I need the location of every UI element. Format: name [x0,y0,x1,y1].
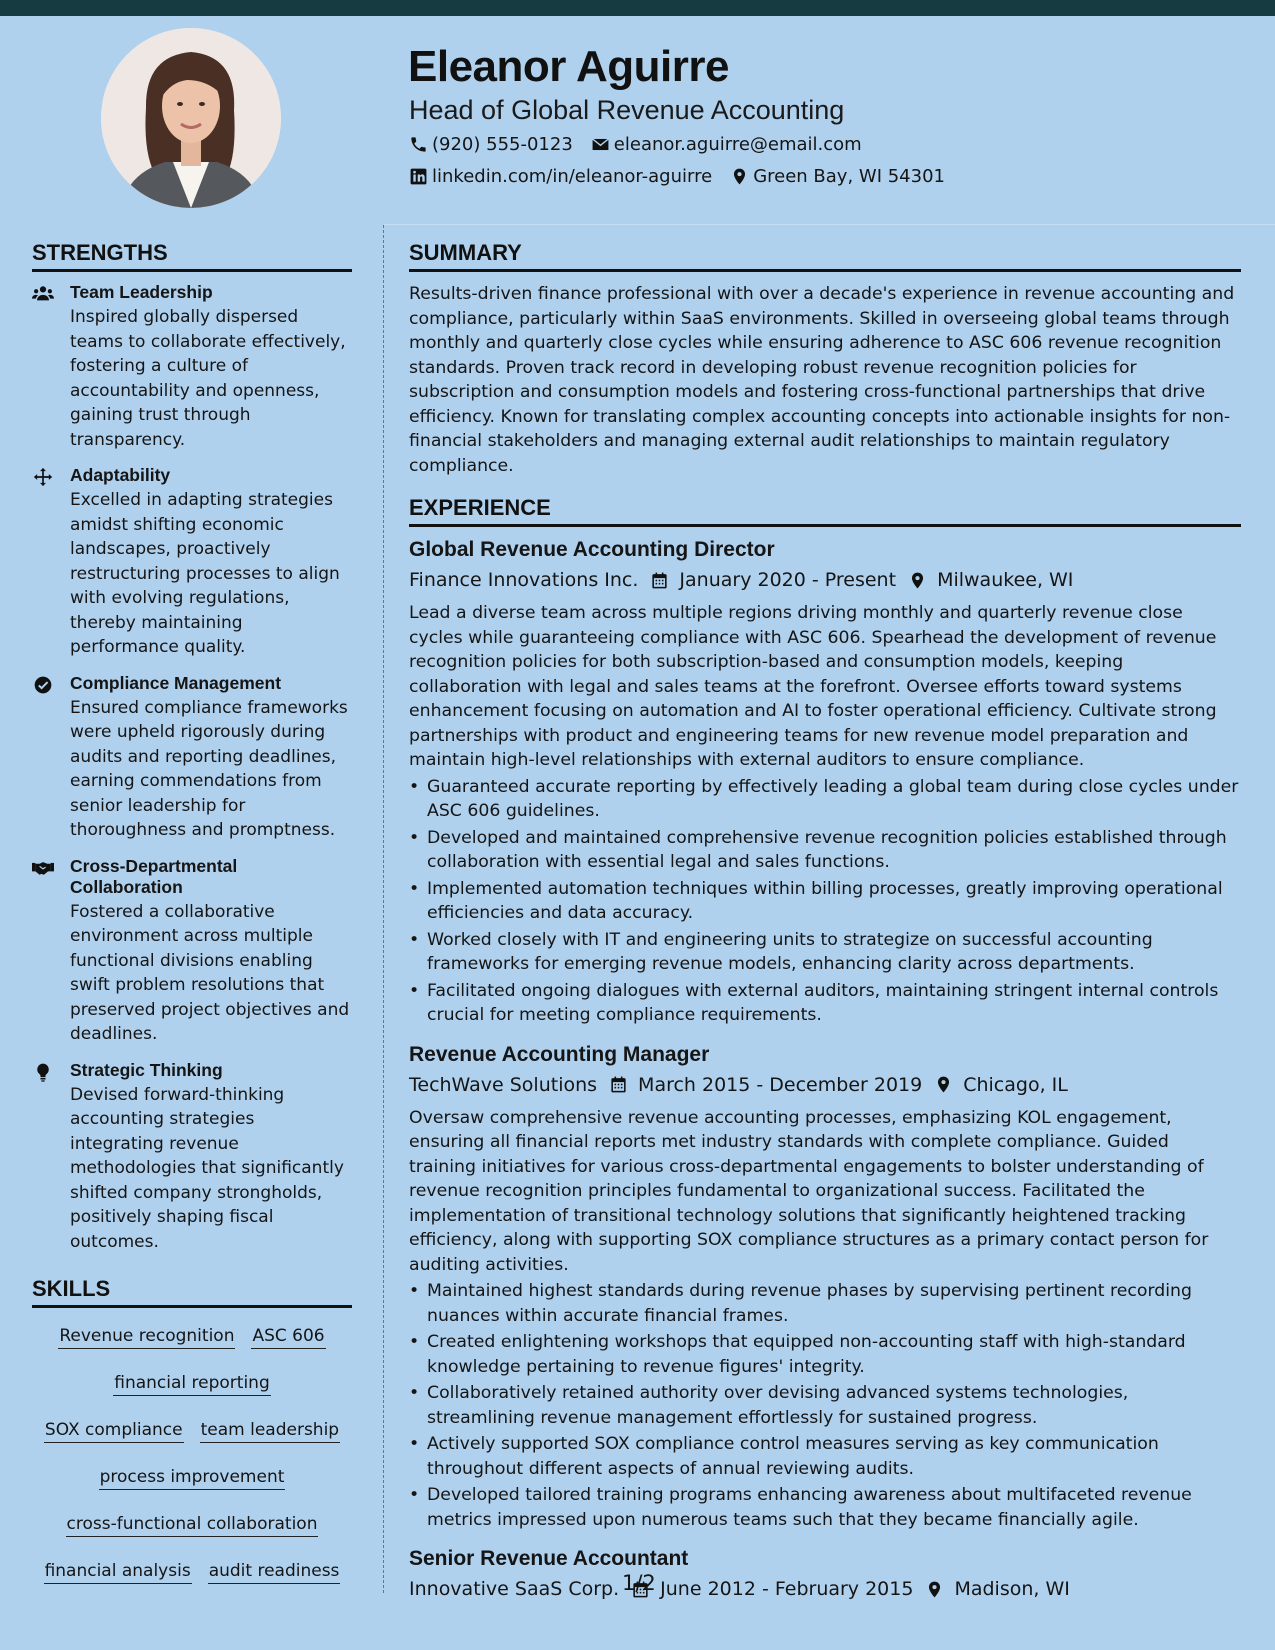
job-location: Chicago, IL [963,1073,1068,1096]
strength-desc: Ensured compliance frameworks were upheld rigorously during audits and reporting deadlines, earning commendations from senior leadership for thoroughness and promptness. [70,697,348,840]
phone-text: (920) 555-0123 [432,134,573,155]
profile-photo [101,28,281,208]
job-title: Senior Revenue Accountant [409,1547,689,1570]
job-company: Innovative SaaS Corp. [409,1578,620,1600]
calendar-icon [650,571,669,590]
strength-item [32,282,352,452]
map-pin-icon [925,1580,944,1599]
job-bullet: • Created enlightening workshops that equipped non-accounting staff with high-standard knowledge pertaining to revenue figures' integrity. [409,1330,1241,1379]
job-bullets [409,775,1241,1028]
skills-heading: SKILLS [32,1276,352,1308]
job-bullet: • Implemented automation techniques within billing processes, greatly improving operational efficiencies and data accuracy. [409,877,1241,926]
job-entry [409,537,1241,1028]
strength-name: Compliance Management [70,672,282,693]
job-meta [409,567,1241,593]
strengths-heading: STRENGTHS [32,240,352,272]
lightbulb-icon [32,1062,54,1082]
job-bullet: • Developed tailored training programs enhancing awareness about multifaceted revenue metrics impressed upon numerous teams such that they became financially agile. [409,1483,1241,1532]
job-dates: March 2015 - December 2019 [638,1073,923,1096]
skill-tag: financial reporting [113,1372,271,1396]
phone-contact [409,134,573,155]
job-meta [409,1072,1241,1098]
candidate-name: Eleanor Aguirre [408,42,729,91]
right-column [409,240,1241,1616]
strength-name: Cross-Departmental Collaboration [70,855,238,897]
map-pin-icon [730,167,749,186]
skill-tag: ASC 606 [251,1325,325,1349]
header-divider [384,224,1275,225]
handshake-icon [32,858,54,878]
users-icon [32,284,54,304]
job-entry [409,1042,1241,1533]
email-contact[interactable] [591,134,862,155]
map-pin-icon [908,571,927,590]
skills-list [32,1318,352,1600]
summary-heading: SUMMARY [409,240,1241,272]
left-column [32,240,352,1600]
experience-heading: EXPERIENCE [409,495,1241,527]
job-bullet: • Collaboratively retained authority over devising advanced systems technologies, streamlining revenue management effortlessly for sustained progress. [409,1381,1241,1430]
location-contact [730,166,945,187]
strength-name: Adaptability [70,465,171,485]
job-bullet: • Developed and maintained comprehensive revenue recognition policies established through collaboration with essential legal and sales functions. [409,826,1241,875]
job-company: Finance Innovations Inc. [409,569,639,591]
calendar-icon [609,1075,628,1094]
skill-tag: audit readiness [208,1560,341,1584]
job-bullet: • Actively supported SOX compliance control measures serving as key communication throughout different aspects of annual reviewing audits. [409,1432,1241,1481]
map-pin-icon [934,1075,953,1094]
skill-tag: team leadership [200,1419,341,1443]
contact-row-2 [409,166,963,187]
page-number: 1/2 [622,1571,656,1595]
column-divider [383,225,384,1593]
arrows-move-icon [32,467,54,487]
job-description: Lead a diverse team across multiple regions driving monthly and quarterly revenue close cycles while guaranteeing compliance with ASC 606. Spearhead the development of revenue recognition policies for both subscription-based and consumption models, keeping collaboration with legal and sales teams at the forefront. Oversee efforts toward systems enhancement focusing on automation and AI to foster operational efficiency. Cultivate strong partnerships with product and engineering teams for new revenue model preparation and maintain high-level relationships with external auditors to ensure compliance. [409,603,1217,770]
job-meta [409,1576,1241,1602]
strength-desc: Devised forward-thinking accounting strategies integrating revenue methodologies that significantly shifted company strongholds, positively shaping fiscal outcomes. [70,1084,344,1252]
strength-desc: Fostered a collaborative environment across multiple functional divisions enabling swift problem resolutions that preserved project objectives and deadlines. [70,901,350,1044]
top-bar [0,0,1275,16]
skill-tag: Revenue recognition [58,1325,235,1349]
skill-tag: cross-functional collaboration [66,1513,319,1537]
linkedin-icon [409,167,428,186]
job-location: Milwaukee, WI [937,569,1074,591]
job-company: TechWave Solutions [409,1073,598,1096]
job-title: Global Revenue Accounting Director [409,538,775,561]
job-dates: June 2012 - February 2015 [660,1578,914,1600]
strength-item [32,856,352,1047]
job-location: Madison, WI [954,1578,1070,1600]
strength-name: Team Leadership [70,282,213,302]
strength-item [32,673,352,843]
location-text: Green Bay, WI 54301 [753,166,945,187]
strength-desc: Excelled in adapting strategies amidst shifting economic landscapes, proactively restructuring processes to align with evolving regulations, thereby maintaining performance quality. [70,490,340,657]
job-bullet: • Guaranteed accurate reporting by effectively leading a global team during close cycles under ASC 606 guidelines. [409,775,1241,824]
phone-icon [409,135,428,154]
linkedin-text[interactable]: linkedin.com/in/eleanor-aguirre [432,166,713,187]
job-title: Revenue Accounting Manager [409,1042,710,1066]
contact-row-1 [409,134,880,155]
strength-item [32,1060,352,1255]
strength-item [32,465,352,660]
strength-desc: Inspired globally dispersed teams to collaborate effectively, fostering a culture of accountability and openness, gaining trust through transparency. [70,307,346,450]
summary-text: Results-driven finance professional with over a decade's experience in revenue accounting and compliance, particularly within SaaS environments. Skilled in overseeing global teams through monthly and quarterly close cycles while ensuring adherence to ASC 606 revenue recognition standards. Proven track record in developing robust revenue recognition policies for subscription and consumption models and fostering cross-functional partnerships that drive efficiency. Known for translating complex accounting concepts into actionable insights for non-financial stakeholders and managing external audit relationships to maintain regulatory compliance. [409,284,1235,476]
job-entry [409,1546,1241,1602]
envelope-icon [591,135,610,154]
skill-tag: financial analysis [44,1560,192,1584]
job-description: Oversaw comprehensive revenue accounting processes, emphasizing KOL engagement, ensuring all financial reports met industry standards with complete compliance. Guided training initiatives for various cross-departmental engagements to bolster understanding of revenue recognition principles fundamental to organizational success. Facilitated the implementation of transitional technology solutions that significantly heightened tracking efficiency, along with supporting SOX compliance structures as a primary contact person for auditing activities. [409,1107,1209,1275]
job-bullet: • Worked closely with IT and engineering units to strategize on successful accounting frameworks for emerging revenue models, enhancing clarity across departments. [409,928,1241,977]
check-circle-icon [32,675,54,695]
skill-tag: process improvement [99,1466,286,1490]
skill-tag: SOX compliance [44,1419,184,1443]
job-dates: January 2020 - Present [679,569,897,591]
linkedin-contact[interactable] [409,166,712,187]
job-bullet: • Facilitated ongoing dialogues with external auditors, maintaining stringent internal controls crucial for meeting compliance requirements. [409,979,1241,1028]
job-bullet: • Maintained highest standards during revenue phases by supervising pertinent recording nuances within accurate financial frames. [409,1279,1241,1328]
job-bullets [409,1279,1241,1532]
strength-name: Strategic Thinking [70,1059,223,1080]
candidate-title: Head of Global Revenue Accounting [409,95,845,125]
email-text[interactable]: eleanor.aguirre@email.com [613,134,862,155]
